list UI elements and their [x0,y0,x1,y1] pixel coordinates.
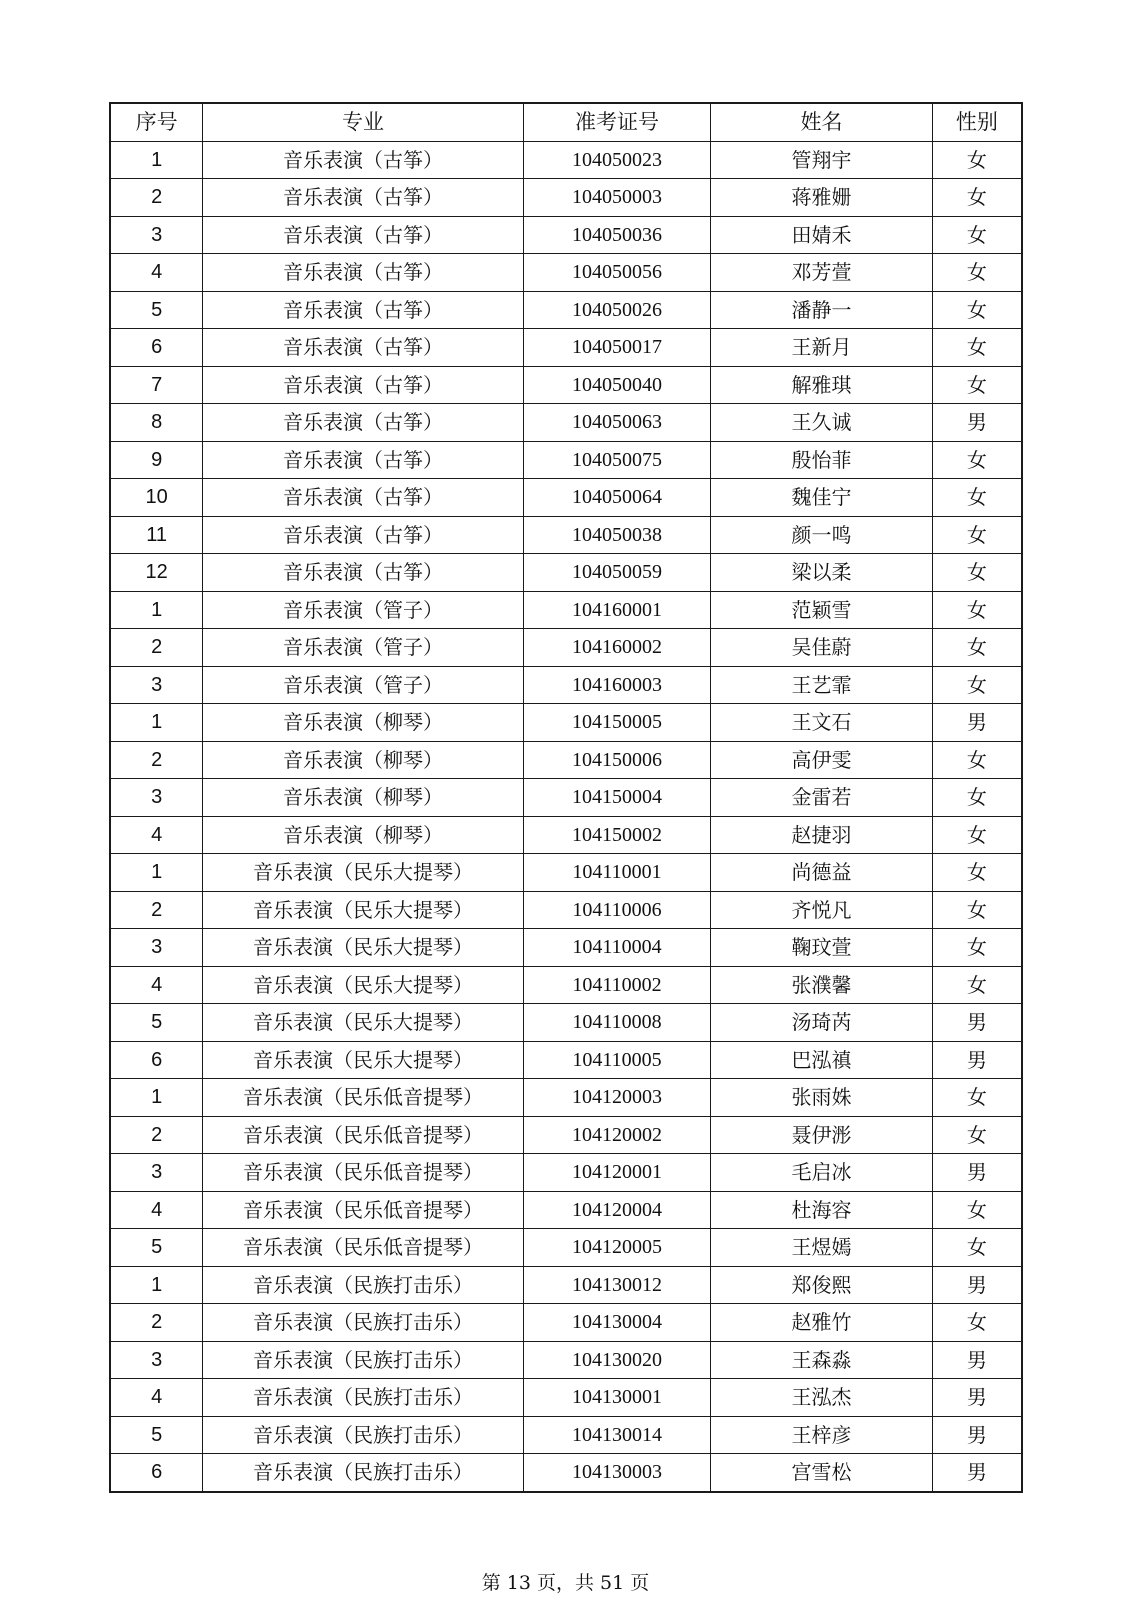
table-row [110,254,1022,292]
page-number: 第 13 页，共 51 页 [481,1572,650,1594]
cell-exam-id: 104110005 [523,1041,711,1079]
table-row [110,216,1022,254]
table-body [110,141,1022,1492]
cell-major: 音乐表演（民族打击乐） [203,1266,523,1304]
cell-exam-id: 104130014 [523,1416,711,1454]
cell-gender: 女 [932,179,1022,217]
cell-gender: 女 [932,141,1022,179]
cell-seq: 3 [110,1154,203,1192]
cell-seq: 2 [110,179,203,217]
table-row [110,591,1022,629]
cell-exam-id: 104160001 [523,591,711,629]
cell-seq: 5 [110,1229,203,1267]
cell-exam-id: 104130001 [523,1379,711,1417]
cell-name: 杜海容 [711,1191,932,1229]
cell-exam-id: 104050063 [523,404,711,442]
cell-major: 音乐表演（管子） [203,591,523,629]
table-row [110,329,1022,367]
cell-major: 音乐表演（民乐低音提琴） [203,1079,523,1117]
cell-major: 音乐表演（古筝） [203,254,523,292]
cell-name: 巴泓禛 [711,1041,932,1079]
cell-major: 音乐表演（古筝） [203,516,523,554]
table-row [110,1454,1022,1492]
cell-major: 音乐表演（民乐低音提琴） [203,1116,523,1154]
table-row [110,1416,1022,1454]
cell-seq: 7 [110,366,203,404]
cell-seq: 3 [110,666,203,704]
cell-seq: 1 [110,1079,203,1117]
cell-name: 鞠玟萱 [711,929,932,967]
cell-gender: 男 [932,1454,1022,1492]
table-row [110,891,1022,929]
cell-name: 王煜嫣 [711,1229,932,1267]
cell-exam-id: 104160002 [523,629,711,667]
cell-major: 音乐表演（民乐低音提琴） [203,1229,523,1267]
table-row [110,1041,1022,1079]
cell-seq: 1 [110,854,203,892]
cell-gender: 男 [932,1379,1022,1417]
cell-seq: 5 [110,1416,203,1454]
cell-exam-id: 104130012 [523,1266,711,1304]
cell-name: 赵捷羽 [711,816,932,854]
cell-seq: 8 [110,404,203,442]
cell-gender: 女 [932,741,1022,779]
cell-name: 毛启冰 [711,1154,932,1192]
table-row [110,366,1022,404]
cell-gender: 女 [932,666,1022,704]
cell-major: 音乐表演（民乐低音提琴） [203,1191,523,1229]
cell-name: 尚德益 [711,854,932,892]
cell-name: 田婧禾 [711,216,932,254]
cell-exam-id: 104120005 [523,1229,711,1267]
cell-gender: 女 [932,1116,1022,1154]
cell-exam-id: 104110004 [523,929,711,967]
header-exam-id: 准考证号 [523,103,711,141]
cell-gender: 女 [932,216,1022,254]
cell-gender: 女 [932,816,1022,854]
cell-gender: 女 [932,854,1022,892]
cell-seq: 4 [110,1379,203,1417]
cell-exam-id: 104050003 [523,179,711,217]
cell-seq: 4 [110,816,203,854]
cell-gender: 女 [932,929,1022,967]
cell-exam-id: 104150005 [523,704,711,742]
cell-gender: 女 [932,291,1022,329]
table-row [110,1154,1022,1192]
cell-exam-id: 104050017 [523,329,711,367]
cell-gender: 男 [932,1341,1022,1379]
table-row [110,666,1022,704]
cell-exam-id: 104050040 [523,366,711,404]
cell-gender: 女 [932,441,1022,479]
cell-name: 邓芳萱 [711,254,932,292]
table-header-row [110,103,1022,141]
cell-exam-id: 104050036 [523,216,711,254]
cell-gender: 女 [932,1304,1022,1342]
cell-exam-id: 104110002 [523,966,711,1004]
header-gender: 性别 [932,103,1022,141]
table-row [110,1116,1022,1154]
cell-exam-id: 104110006 [523,891,711,929]
cell-seq: 11 [110,516,203,554]
cell-exam-id: 104110008 [523,1004,711,1042]
header-major: 专业 [203,103,523,141]
cell-seq: 12 [110,554,203,592]
cell-name: 范颖雪 [711,591,932,629]
cell-major: 音乐表演（古筝） [203,179,523,217]
table-row [110,1379,1022,1417]
cell-major: 音乐表演（柳琴） [203,741,523,779]
cell-major: 音乐表演（管子） [203,666,523,704]
cell-exam-id: 104050023 [523,141,711,179]
cell-name: 蒋雅姗 [711,179,932,217]
cell-name: 王文石 [711,704,932,742]
cell-major: 音乐表演（古筝） [203,291,523,329]
cell-major: 音乐表演（古筝） [203,366,523,404]
cell-seq: 2 [110,629,203,667]
cell-seq: 6 [110,1041,203,1079]
cell-name: 王泓杰 [711,1379,932,1417]
cell-exam-id: 104050038 [523,516,711,554]
table-row [110,291,1022,329]
cell-seq: 3 [110,779,203,817]
table-row [110,966,1022,1004]
cell-exam-id: 104150006 [523,741,711,779]
cell-major: 音乐表演（古筝） [203,554,523,592]
cell-major: 音乐表演（民乐大提琴） [203,891,523,929]
cell-major: 音乐表演（民乐大提琴） [203,1004,523,1042]
cell-exam-id: 104130004 [523,1304,711,1342]
header-seq: 序号 [110,103,203,141]
cell-exam-id: 104050056 [523,254,711,292]
cell-seq: 1 [110,1266,203,1304]
cell-name: 汤琦芮 [711,1004,932,1042]
table-row [110,741,1022,779]
cell-seq: 10 [110,479,203,517]
cell-gender: 男 [932,1004,1022,1042]
cell-major: 音乐表演（民乐大提琴） [203,1041,523,1079]
cell-gender: 男 [932,1416,1022,1454]
cell-exam-id: 104050026 [523,291,711,329]
cell-name: 王森淼 [711,1341,932,1379]
cell-seq: 4 [110,254,203,292]
cell-major: 音乐表演（民乐低音提琴） [203,1154,523,1192]
table-row [110,179,1022,217]
cell-seq: 5 [110,1004,203,1042]
cell-seq: 3 [110,216,203,254]
cell-major: 音乐表演（民族打击乐） [203,1416,523,1454]
cell-seq: 5 [110,291,203,329]
cell-name: 张雨姝 [711,1079,932,1117]
cell-major: 音乐表演（民乐大提琴） [203,929,523,967]
cell-gender: 女 [932,329,1022,367]
cell-name: 高伊雯 [711,741,932,779]
cell-gender: 男 [932,704,1022,742]
cell-name: 吴佳蔚 [711,629,932,667]
cell-gender: 女 [932,591,1022,629]
cell-name: 金雷若 [711,779,932,817]
cell-name: 王艺霏 [711,666,932,704]
cell-gender: 男 [932,404,1022,442]
cell-major: 音乐表演（民族打击乐） [203,1379,523,1417]
table-row [110,629,1022,667]
cell-exam-id: 104160003 [523,666,711,704]
cell-gender: 女 [932,1191,1022,1229]
table-row [110,1191,1022,1229]
admission-list-table [109,102,1023,1493]
cell-seq: 1 [110,141,203,179]
table-row [110,1079,1022,1117]
cell-gender: 女 [932,366,1022,404]
table-row [110,441,1022,479]
cell-name: 管翔宇 [711,141,932,179]
table-row [110,854,1022,892]
cell-major: 音乐表演（古筝） [203,441,523,479]
cell-exam-id: 104050075 [523,441,711,479]
cell-seq: 3 [110,1341,203,1379]
table-row [110,929,1022,967]
cell-seq: 2 [110,891,203,929]
cell-major: 音乐表演（民乐大提琴） [203,854,523,892]
cell-seq: 2 [110,1116,203,1154]
cell-gender: 女 [932,254,1022,292]
cell-exam-id: 104120003 [523,1079,711,1117]
cell-seq: 4 [110,1191,203,1229]
table-row [110,779,1022,817]
cell-seq: 1 [110,704,203,742]
table-row [110,704,1022,742]
table-row [110,1341,1022,1379]
cell-major: 音乐表演（柳琴） [203,704,523,742]
table-row [110,516,1022,554]
cell-name: 梁以柔 [711,554,932,592]
table-row [110,479,1022,517]
table-row [110,1004,1022,1042]
cell-exam-id: 104150002 [523,816,711,854]
cell-major: 音乐表演（古筝） [203,216,523,254]
cell-name: 王新月 [711,329,932,367]
cell-seq: 6 [110,1454,203,1492]
cell-exam-id: 104110001 [523,854,711,892]
cell-seq: 9 [110,441,203,479]
table-row [110,1229,1022,1267]
cell-seq: 4 [110,966,203,1004]
cell-gender: 男 [932,1154,1022,1192]
cell-seq: 1 [110,591,203,629]
cell-name: 聂伊浵 [711,1116,932,1154]
table-row [110,1304,1022,1342]
cell-gender: 男 [932,1266,1022,1304]
cell-major: 音乐表演（民乐大提琴） [203,966,523,1004]
cell-gender: 女 [932,1079,1022,1117]
cell-name: 张濮馨 [711,966,932,1004]
cell-major: 音乐表演（民族打击乐） [203,1341,523,1379]
cell-major: 音乐表演（民族打击乐） [203,1304,523,1342]
cell-name: 潘静一 [711,291,932,329]
cell-exam-id: 104050064 [523,479,711,517]
cell-exam-id: 104130003 [523,1454,711,1492]
cell-exam-id: 104120002 [523,1116,711,1154]
cell-major: 音乐表演（柳琴） [203,779,523,817]
cell-gender: 女 [932,554,1022,592]
cell-gender: 女 [932,629,1022,667]
cell-name: 解雅琪 [711,366,932,404]
table-row [110,404,1022,442]
table-row [110,1266,1022,1304]
cell-gender: 女 [932,779,1022,817]
cell-seq: 2 [110,741,203,779]
table-row [110,141,1022,179]
cell-exam-id: 104150004 [523,779,711,817]
cell-exam-id: 104120001 [523,1154,711,1192]
cell-gender: 女 [932,516,1022,554]
cell-name: 赵雅竹 [711,1304,932,1342]
cell-name: 颜一鸣 [711,516,932,554]
cell-seq: 3 [110,929,203,967]
cell-major: 音乐表演（古筝） [203,141,523,179]
cell-gender: 女 [932,966,1022,1004]
cell-exam-id: 104130020 [523,1341,711,1379]
cell-name: 郑俊熙 [711,1266,932,1304]
cell-gender: 女 [932,479,1022,517]
table-row [110,816,1022,854]
cell-name: 齐悦凡 [711,891,932,929]
cell-name: 王梓彦 [711,1416,932,1454]
cell-name: 魏佳宁 [711,479,932,517]
cell-major: 音乐表演（古筝） [203,479,523,517]
cell-major: 音乐表演（民族打击乐） [203,1454,523,1492]
cell-gender: 男 [932,1041,1022,1079]
cell-seq: 6 [110,329,203,367]
header-name: 姓名 [711,103,932,141]
cell-major: 音乐表演（古筝） [203,329,523,367]
cell-name: 宫雪松 [711,1454,932,1492]
cell-exam-id: 104050059 [523,554,711,592]
table-row [110,554,1022,592]
cell-seq: 2 [110,1304,203,1342]
cell-exam-id: 104120004 [523,1191,711,1229]
cell-major: 音乐表演（管子） [203,629,523,667]
cell-name: 殷怡菲 [711,441,932,479]
cell-gender: 女 [932,1229,1022,1267]
cell-major: 音乐表演（柳琴） [203,816,523,854]
cell-gender: 女 [932,891,1022,929]
cell-name: 王久诚 [711,404,932,442]
cell-major: 音乐表演（古筝） [203,404,523,442]
